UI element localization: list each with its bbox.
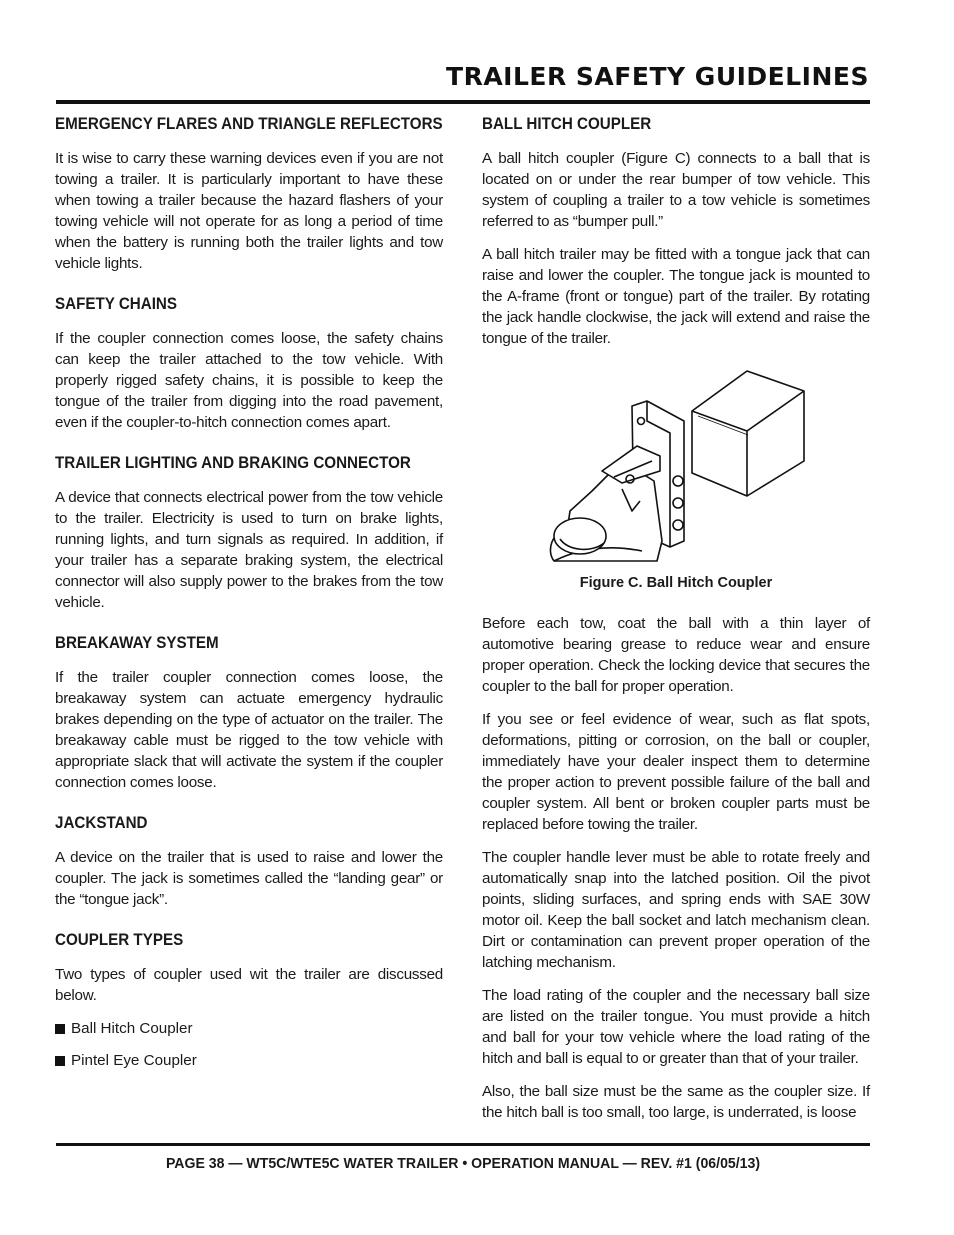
paragraph-lighting-connector: A device that connects electrical power from the tow vehicle to the trailer. Electricity is used to turn on brake lights, running lights, and turn signals as required. In addition, if your trailer has a separate braking system, the electrical connector will also supply power to the brakes from the tow vehicle.: [55, 489, 443, 611]
section-heading-coupler-types: COUPLER TYPES: [55, 931, 184, 949]
paragraph-safety-chains: If the coupler connection comes loose, the safety chains can keep the trailer attached to the tow vehicle. With properly rigged safety chains, it is possible to keep the tongue of the trailer from digging into the road pavement, even if the coupler-to-hitch connection comes apart.: [55, 330, 443, 431]
paragraph-ball-hitch-4: If you see or feel evidence of wear, such as flat spots, deformations, pitting or corrosion, on the ball or coupler, immediately have your dealer inspect them to determine the proper action to prevent possible failure of the ball and coupler system. All bent or broken coupler parts must be replaced before towing the trailer.: [482, 711, 870, 833]
section-heading-jackstand: JACKSTAND: [55, 814, 148, 832]
paragraph-ball-hitch-1: A ball hitch coupler (Figure C) connects to a ball that is located on or under the rear bumper of tow vehicle. This system of coupling a trailer to a tow vehicle is sometimes referred to as “bumper pull.”: [482, 150, 870, 230]
right-column: [482, 114, 870, 1135]
figure-caption: Figure C. Ball Hitch Coupler: [579, 575, 773, 591]
coupler-type-list: [55, 1018, 443, 1071]
header-rule: [56, 100, 870, 104]
paragraph-ball-hitch-5: The coupler handle lever must be able to rotate freely and automatically snap into the latched position. Oil the pivot points, sliding surfaces, and spring ends with SAE 30W motor oil. Keep the ball socket and latch mechanism clean. Dirt or contamination can prevent proper operation of the latching mechanism.: [482, 849, 870, 971]
page-footer: PAGE 38 — WT5C/WTE5C WATER TRAILER • OPERATION MANUAL — REV. #1 (06/05/13): [165, 1155, 761, 1172]
section-heading-flares: EMERGENCY FLARES AND TRIANGLE REFLECTORS: [55, 115, 443, 133]
section-heading-breakaway: BREAKAWAY SYSTEM: [55, 634, 219, 652]
paragraph-flares: It is wise to carry these warning devices even if you are not towing a trailer. It is particularly important to have these when towing a trailer because the hazard flashers of your towing vehicle will not operate for as long a period of time when the battery is running both the trailer lights and tow vehicle lights.: [55, 150, 443, 272]
paragraph-ball-hitch-6: The load rating of the coupler and the necessary ball size are listed on the trailer tongue. You must provide a hitch and ball for your tow vehicle where the load rating of the hitch and ball is equal to or greater than that of your trailer.: [482, 987, 870, 1067]
paragraph-ball-hitch-2: A ball hitch trailer may be fitted with a tongue jack that can raise and lower the coupler. The tongue jack is mounted to the A-frame (front or tongue) part of the trailer. By rotating the jack handle clockwise, the jack will extend and raise the tongue of the trailer.: [482, 246, 870, 347]
square-bullet-icon: [55, 1024, 65, 1034]
left-column: [55, 114, 443, 1082]
paragraph-breakaway: If the trailer coupler connection comes loose, the breakaway system can actuate emergency hydraulic brakes depending on the type of actuator on the trailer. The breakaway cable must be rigged to the tow vehicle with appropriate slack that will activate the system if the coupler connection comes loose.: [55, 669, 443, 791]
page-title: TRAILER SAFETY GUIDELINES: [446, 62, 869, 91]
section-heading-lighting-connector: TRAILER LIGHTING AND BRAKING CONNECTOR: [55, 454, 411, 472]
ball-hitch-coupler-illustration: [542, 361, 812, 571]
paragraph-ball-hitch-7: Also, the ball size must be the same as the coupler size. If the hitch ball is too small, too large, is underrated, is loose: [482, 1083, 870, 1121]
paragraph-ball-hitch-3: Before each tow, coat the ball with a thin layer of automotive bearing grease to reduce wear and ensure proper operation. Check the locking device that secures the coupler to the ball for proper operation.: [482, 615, 870, 695]
square-bullet-icon: [55, 1056, 65, 1066]
list-item: Ball Hitch Coupler: [55, 1018, 443, 1039]
section-heading-safety-chains: SAFETY CHAINS: [55, 295, 178, 313]
paragraph-jackstand: A device on the trailer that is used to raise and lower the coupler. The jack is sometimes called the “landing gear” or the “tongue jack”.: [55, 849, 443, 908]
paragraph-coupler-types: Two types of coupler used wit the trailer are discussed below.: [55, 966, 443, 1004]
figure-ball-hitch-coupler: [482, 361, 870, 599]
list-item: Pintel Eye Coupler: [55, 1050, 443, 1071]
section-heading-ball-hitch: BALL HITCH COUPLER: [482, 115, 652, 133]
footer-rule: [56, 1143, 870, 1146]
